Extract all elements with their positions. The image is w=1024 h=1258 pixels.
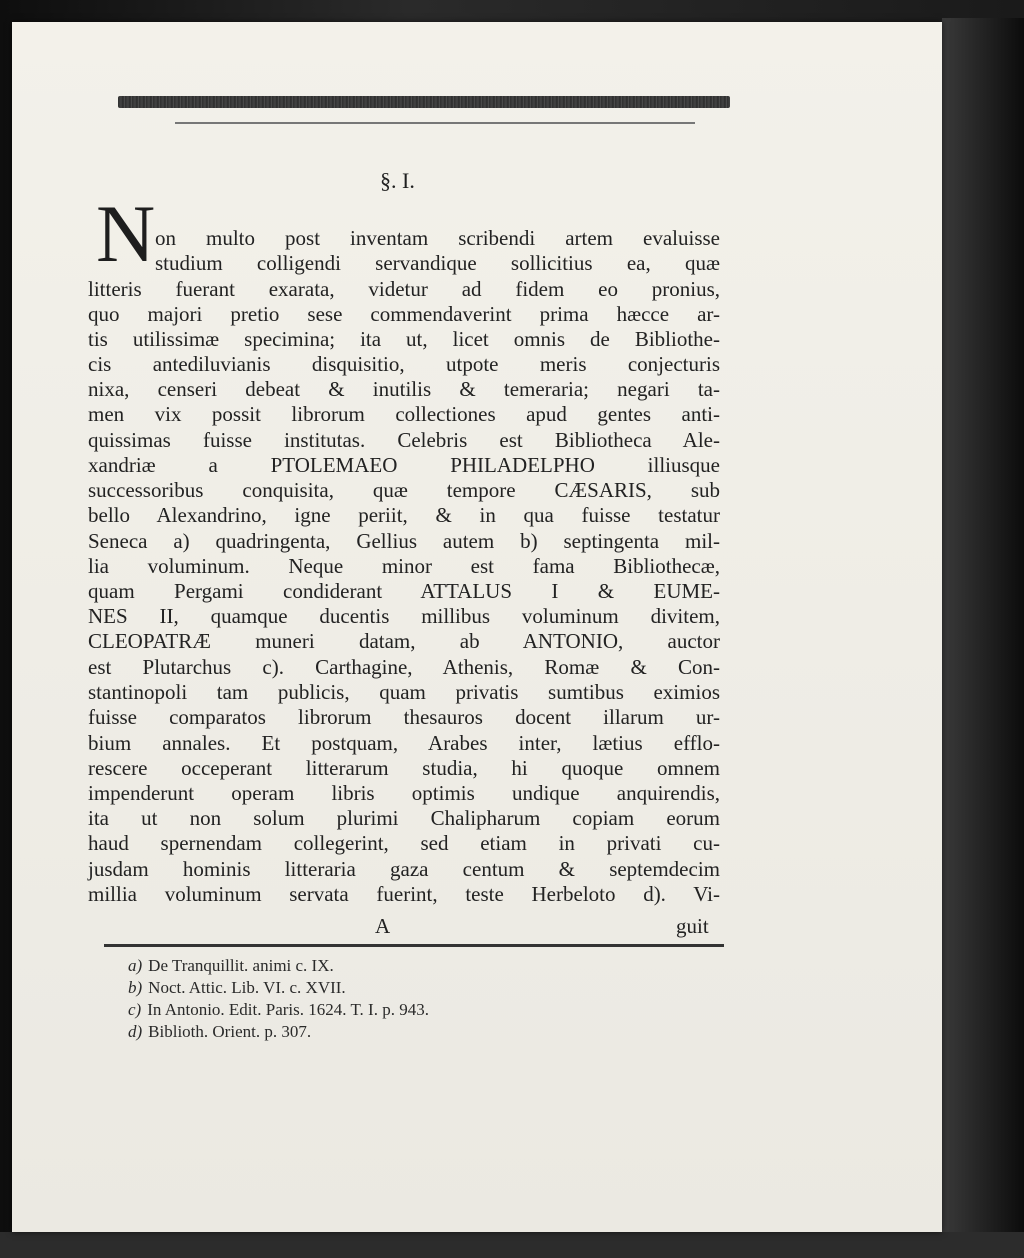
text-line: litteris fuerant exarata, videtur ad fidem eo pronius, (88, 277, 720, 301)
text-line: tis utilissimæ specimina; ita ut, licet omnis de Bibliothe- (88, 327, 720, 351)
text-line: ita ut non solum plurimi Chalipharum copiam eorum (88, 806, 720, 830)
text-line: quam Pergami condiderant ATTALUS I & EUME- (88, 579, 720, 603)
text-line: on multo post inventam scribendi artem evaluisse (155, 226, 720, 250)
footnote-text: Noct. Attic. Lib. VI. c. XVII. (148, 978, 346, 997)
text-line: Seneca a) quadringenta, Gellius autem b) septingenta mil- (88, 529, 720, 553)
bottom-strip (0, 1232, 1024, 1258)
footnote-text: Biblioth. Orient. p. 307. (148, 1022, 312, 1041)
text-line: fuisse comparatos librorum thesauros docent illarum ur- (88, 705, 720, 729)
text-line: bello Alexandrino, igne periit, & in qua fuisse testatur (88, 503, 720, 527)
text-line: lia voluminum. Neque minor est fama Bibliothecæ, (88, 554, 720, 578)
section-heading: §. I. (380, 168, 415, 193)
text-line: millia voluminum servata fuerint, teste Herbeloto d). Vi- (88, 882, 720, 906)
text-line: quo majori pretio sese commendaverint prima hæcce ar- (88, 302, 720, 326)
header-rule (175, 122, 695, 124)
footnote-mark: d) (128, 1022, 143, 1041)
footnote (128, 956, 334, 976)
text-line: stantinopoli tam publicis, quam privatis sumtibus eximios (88, 680, 720, 704)
catchword: guit (676, 914, 709, 938)
text-line: rescere occeperant litterarum studia, hi quoque omnem (88, 756, 720, 780)
footnote-mark: c) (128, 1000, 142, 1019)
text-line: NES II, quamque ducentis millibus voluminum divitem, (88, 604, 720, 628)
text-line: nixa, censeri debeat & inutilis & temeraria; negari ta- (88, 377, 720, 401)
signature-mark: A (375, 914, 391, 938)
text-line: jusdam hominis litteraria gaza centum & septemdecim (88, 857, 720, 881)
footnote (128, 1000, 429, 1020)
footnote-text: In Antonio. Edit. Paris. 1624. T. I. p. 943. (147, 1000, 429, 1019)
text-line: men vix possit librorum collectiones apud gentes anti- (88, 402, 720, 426)
text-line: haud spernendam collegerint, sed etiam in privati cu- (88, 831, 720, 855)
text-line: impenderunt operam libris optimis undique anquirendis, (88, 781, 720, 805)
header-ornament-band (118, 96, 730, 108)
footnote (128, 978, 346, 998)
text-line: studium colligendi servandique sollicitius ea, quæ (155, 251, 720, 275)
footnote-text: De Tranquillit. animi c. IX. (148, 956, 334, 975)
footnote-mark: a) (128, 956, 143, 975)
footnote-rule (104, 944, 724, 947)
footnote-mark: b) (128, 978, 143, 997)
text-line: xandriæ a PTOLEMAEO PHILADELPHO illiusque (88, 453, 720, 477)
text-line: bium annales. Et postquam, Arabes inter, lætius efflo- (88, 731, 720, 755)
text-line: quissimas fuisse institutas. Celebris est Bibliotheca Ale- (88, 428, 720, 452)
drop-cap: N (96, 188, 156, 279)
footnote (128, 1022, 311, 1042)
text-line: est Plutarchus c). Carthagine, Athenis, Romæ & Con- (88, 655, 720, 679)
page-edge-shadow (942, 18, 1024, 1238)
text-line: successoribus conquisita, quæ tempore CÆSARIS, sub (88, 478, 720, 502)
text-line: cis antediluvianis disquisitio, utpote meris conjecturis (88, 352, 720, 376)
text-line: CLEOPATRÆ muneri datam, ab ANTONIO, auctor (88, 629, 720, 653)
